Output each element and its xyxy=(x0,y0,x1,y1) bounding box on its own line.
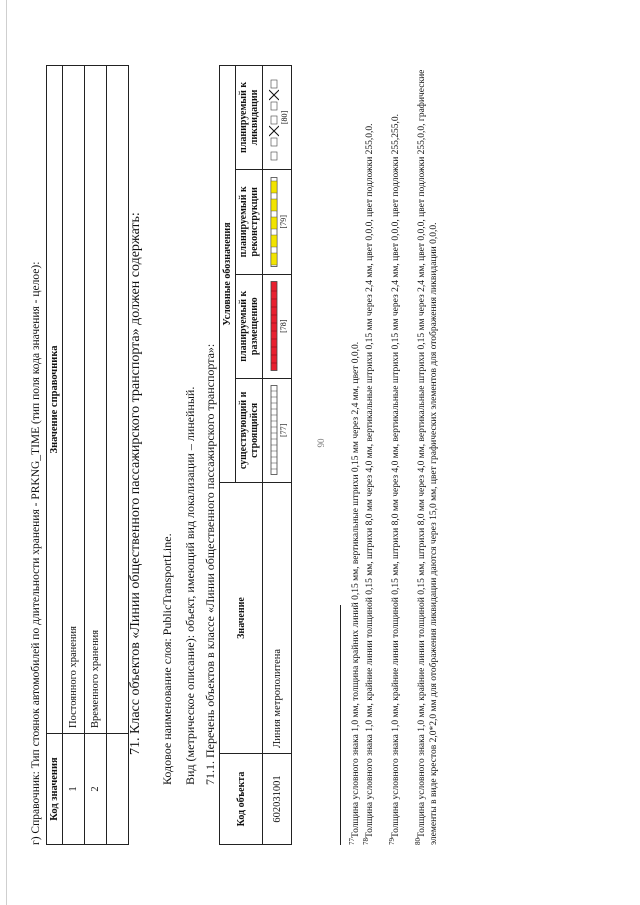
ref-cell-code: 1 xyxy=(63,734,85,845)
page-edge-line xyxy=(6,0,7,905)
reconstruction-line-symbol xyxy=(270,177,278,267)
sub-header-reconstruction: планируемый к реконструкции xyxy=(236,169,263,274)
ref-cell-value: Постоянного хранения xyxy=(63,66,85,734)
footnote: $^{79}$Толщина условного знака 1,0 мм, крайние линии толщиной 0,15 мм, штрихи 8,0 мм через 4,0 мм, вертикальные штрихи 0,15 мм через 2,4 мм, цвет 0,0,0, цвет подложки 255,255,0. xyxy=(388,113,402,845)
page-number: 90 xyxy=(316,438,326,448)
ref-header-code: Код значения xyxy=(47,734,63,845)
geometry-paragraph: Вид (метрическое описание): объект, имеющий вид локализации – линейный. xyxy=(183,386,197,785)
sub-header-existing: существующий и строящийся xyxy=(236,378,263,482)
footnote-ref-78: [78] xyxy=(279,319,288,333)
ref-cell-value xyxy=(107,66,129,734)
col-symbols-header: Условные обозначения xyxy=(220,66,236,483)
footnote: $^{78}$Толщина условного знака 1,0 мм, крайние линии толщиной 0,15 мм, штрихи 8,0 мм через 4,0 мм, вертикальные штрихи 0,15 мм через 2,4 мм, цвет 0,0,0, цвет подложки 255,0,0. xyxy=(362,123,376,845)
ref-header-value: Значение справочника xyxy=(47,66,63,734)
col-value-header: Значение xyxy=(220,483,263,754)
object-code: 602031001 xyxy=(263,754,292,845)
object-value: Линия метрополитена xyxy=(263,483,292,754)
section-heading: 71. Класс объектов «Линии общественного пассажирского транспорта» должен содержать: xyxy=(128,212,143,755)
sub-header-liquidation: планируемый к ликвидации xyxy=(236,66,263,170)
ref-cell-value: Временного хранения xyxy=(85,66,107,734)
symbol-existing-cell xyxy=(263,378,292,482)
table-row xyxy=(107,66,129,845)
objects-table xyxy=(219,65,292,845)
existing-line-symbol xyxy=(270,385,278,475)
planned-line-symbol xyxy=(270,281,278,371)
sub-header-planned: планируемый к размещению xyxy=(236,274,263,378)
reference-caption: г) Справочник: Тип стоянок автомобилей по длительности хранения - PRKNG_TIME (тип поля кода значения - целое): xyxy=(30,261,42,845)
liquidation-line-symbol xyxy=(269,72,279,162)
ref-cell-code xyxy=(107,734,129,845)
footnote-ref-80: [80] xyxy=(280,110,289,125)
footnote-divider xyxy=(340,605,341,845)
subsection-heading: 71.1. Перечень объектов в классе «Линии общественного пассажирского транспорта»: xyxy=(203,343,217,785)
table-row xyxy=(63,66,85,845)
symbol-liquidation-cell xyxy=(263,66,292,170)
reference-table xyxy=(46,65,129,845)
symbol-reconstruction-cell xyxy=(263,169,292,274)
footnote-ref-79: [79] xyxy=(279,215,288,229)
footnote: $^{80}$Толщина условного знака 1,0 мм, крайние линии толщиной 0,15 мм, штрихи 8,0 мм через 4,0 мм, вертикальные штрихи 0,15 мм через 2,4 мм, цвет 0,0,0, цвет подложки 255,0,0, графические элементы в виде крестов 2,0*2,0 мм для отображения ликвидации даются через 15,0 мм, цвет графических элементов для отображения ликвидации 0,0,0. xyxy=(414,69,440,845)
table-row xyxy=(85,66,107,845)
footnote: $^{77}$Толщина условного знака 1,0 мм, толщина крайних линий 0,15 мм, вертикальные штрихи 0,15 мм через 2,4 мм, цвет 0,0,0. xyxy=(348,341,362,845)
table-row xyxy=(263,66,292,845)
footnote-ref-77: [77] xyxy=(279,423,288,438)
col-code-header: Код объекта xyxy=(220,754,263,845)
layer-name-paragraph: Кодовое наименование слоя: PublicTransportLine. xyxy=(160,533,174,785)
symbol-planned-cell xyxy=(263,274,292,378)
ref-cell-code: 2 xyxy=(85,734,107,845)
rotated-page xyxy=(20,20,620,885)
